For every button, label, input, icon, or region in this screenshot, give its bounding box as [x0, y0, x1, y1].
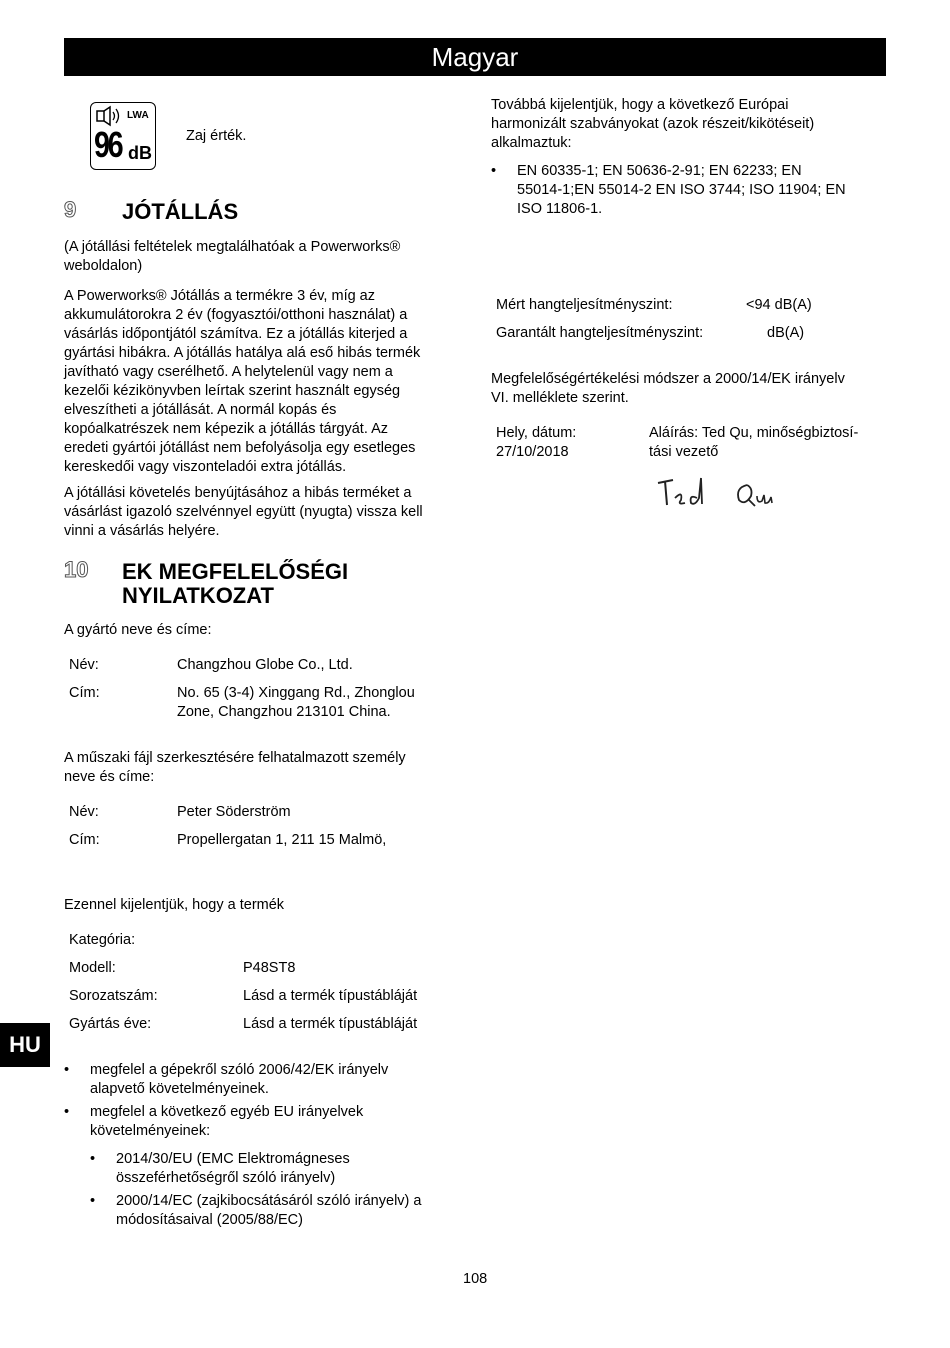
- noise-unit: dB: [128, 143, 152, 163]
- standards-intro-line: harmonizált szabványokat (azok részeit/kikötéseit): [491, 116, 815, 132]
- standards-intro: [491, 96, 814, 153]
- warranty-claim-line: A jótállási követelés benyújtásához a hibás terméket a: [64, 485, 412, 501]
- noise-value: 96: [94, 124, 122, 165]
- handwritten-signature: [655, 470, 785, 515]
- warranty-claim-line: vásárlást igazoló szelvénnyel együtt (nyugta) vissza kell: [64, 504, 423, 520]
- bullet-text: módosításaival (2005/88/EC): [116, 1212, 303, 1228]
- warranty-line: A Powerworks® Jótállás a termékre 3 év, míg az: [64, 288, 375, 304]
- address-line: Zone, Changzhou 213101 China.: [177, 704, 391, 720]
- manufacturer-address-label: Cím:: [69, 685, 100, 701]
- warranty-line: akkumulátorokra 2 év (fogyasztói/otthoni használat) a: [64, 307, 408, 323]
- noise-level-icon: [90, 102, 156, 170]
- place-date-value: 27/10/2018: [496, 444, 569, 460]
- warranty-line: kopóalkatrészek nem képezik a jótállás tárgyát. Az: [64, 421, 388, 437]
- section-10-title: [122, 560, 348, 608]
- tech-file-intro-line: neve és címe:: [64, 769, 155, 785]
- manufacturer-intro: A gyártó neve és címe:: [64, 622, 212, 638]
- manufacturer-name-value: Changzhou Globe Co., Ltd.: [177, 657, 353, 673]
- warranty-terms: [64, 287, 420, 477]
- place-date-label: Hely, dátum:: [496, 425, 577, 441]
- warranty-claim: [64, 484, 423, 541]
- warranty-line: eredeti gyártói jótállást nem befolyásolja egy esetleges: [64, 440, 416, 456]
- standards-intro-line: Továbbá kijelentjük, hogy a következő Európai: [491, 97, 789, 113]
- warranty-line: vásárlás időpontjától számítva. Ez a jótállás kiterjed a: [64, 326, 408, 342]
- warranty-intro: [64, 238, 400, 276]
- tech-address-label: Cím:: [69, 832, 100, 848]
- section-9-number: 9: [64, 197, 77, 222]
- category-label: Kategória:: [69, 932, 136, 948]
- list-item: [64, 1103, 464, 1143]
- manufacturer-address-value: [177, 684, 415, 722]
- year-value: Lásd a termék típustábláját: [243, 1016, 418, 1032]
- signature-label-line: Aláírás: Ted Qu, minőségbiztosí-: [649, 425, 859, 441]
- signature-image: [655, 470, 785, 515]
- tech-file-intro: [64, 749, 406, 787]
- standards-line: 55014-1;EN 55014-2 EN ISO 3744; ISO 11904; EN: [517, 182, 846, 198]
- measured-sound-value: <94 dB(A): [746, 297, 812, 313]
- declaration-intro: Ezennel kijelentjük, hogy a termék: [64, 897, 285, 913]
- warranty-line: gyártási hibákra. A jótállás hatálya alá eső hibás termék: [64, 345, 421, 361]
- bullet-text: összeférhetőségről szóló irányelv): [116, 1170, 336, 1186]
- bullet-text: 2014/30/EU (EMC Elektromágneses: [116, 1151, 350, 1167]
- tech-address-value: Propellergatan 1, 211 15 Malmö,: [177, 832, 387, 848]
- page-number: 108: [463, 1271, 488, 1287]
- lwa-label: LWA: [127, 110, 149, 121]
- section-10-number: 10: [64, 557, 89, 582]
- serial-label: Sorozatszám:: [69, 988, 158, 1004]
- page-header: [64, 38, 886, 76]
- bullet-text: megfelel a gépekről szóló 2006/42/EK irányelv: [90, 1062, 389, 1078]
- signature-label-line: tási vezető: [649, 444, 719, 460]
- standards-list-item: [491, 162, 891, 222]
- header-title: Magyar: [431, 42, 519, 72]
- section-9-title: JÓTÁLLÁS: [122, 199, 239, 224]
- standards-intro-line: alkalmaztuk:: [491, 135, 572, 151]
- address-line: No. 65 (3-4) Xinggang Rd., Zhonglou: [177, 685, 415, 701]
- sub-list-item: [90, 1192, 470, 1232]
- bullet-text: követelményeinek:: [90, 1123, 211, 1139]
- noise-label: Zaj érték.: [186, 128, 247, 144]
- method-line: Megfelelőségértékelési módszer a 2000/14/EK irányelv: [491, 371, 845, 387]
- year-label: Gyártás éve:: [69, 1016, 152, 1032]
- signature-label: [649, 424, 858, 462]
- assessment-method: [491, 370, 845, 408]
- warranty-line: kereskedői vagy viszonteladói extra jótállás.: [64, 459, 347, 475]
- warranty-line: elveszítheti a jótállását. A normál kopás és: [64, 402, 337, 418]
- measured-sound-label: Mért hangteljesítményszint:: [496, 297, 673, 313]
- tech-name-label: Név:: [69, 804, 99, 820]
- warranty-claim-line: vinni a vásárlás helyére.: [64, 523, 220, 539]
- guaranteed-sound-label: Garantált hangteljesítményszint:: [496, 325, 704, 341]
- guaranteed-sound-value: dB(A): [767, 325, 805, 341]
- standards-line: EN 60335-1; EN 50636-2-91; EN 62233; EN: [517, 163, 802, 179]
- bullet-dot: •: [90, 1193, 96, 1209]
- bullet-dot: •: [491, 163, 497, 179]
- manufacturer-name-label: Név:: [69, 657, 99, 673]
- tech-file-intro-line: A műszaki fájl szerkesztésére felhatalmazott személy: [64, 750, 406, 766]
- warranty-line: kezelői kézikönyvben leírtak szerint használt egység: [64, 383, 401, 399]
- bullet-dot: •: [90, 1151, 96, 1167]
- bullet-text: megfelel a következő egyéb EU irányelvek: [90, 1104, 364, 1120]
- warranty-intro-line: weboldalon): [64, 258, 143, 274]
- place-date: [496, 424, 576, 462]
- bullet-dot: •: [64, 1062, 70, 1078]
- standards-line: ISO 11806-1.: [517, 201, 603, 217]
- model-label: Modell:: [69, 960, 116, 976]
- bullet-text: alapvető követelményeinek.: [90, 1081, 269, 1097]
- bullet-text: 2000/14/EC (zajkibocsátásáról szóló irányelv) a: [116, 1193, 422, 1209]
- language-tab: [0, 1023, 50, 1067]
- tech-name-value: Peter Söderström: [177, 804, 291, 820]
- bullet-dot: •: [64, 1104, 70, 1120]
- model-value: P48ST8: [243, 960, 296, 976]
- method-line: VI. melléklete szerint.: [491, 390, 629, 406]
- warranty-intro-line: (A jótállási feltételek megtalálhatóak a Powerworks®: [64, 239, 401, 255]
- sub-list-item: [90, 1150, 470, 1190]
- serial-value: Lásd a termék típustábláját: [243, 988, 418, 1004]
- language-tab-label: HU: [9, 1032, 41, 1057]
- list-item: [64, 1061, 464, 1101]
- warranty-line: javítható vagy cserélhető. A helytelenül vagy nem a: [64, 364, 393, 380]
- section-10-title-line: EK MEGFELELŐSÉGI: [122, 559, 349, 584]
- section-10-title-line: NYILATKOZAT: [122, 583, 274, 608]
